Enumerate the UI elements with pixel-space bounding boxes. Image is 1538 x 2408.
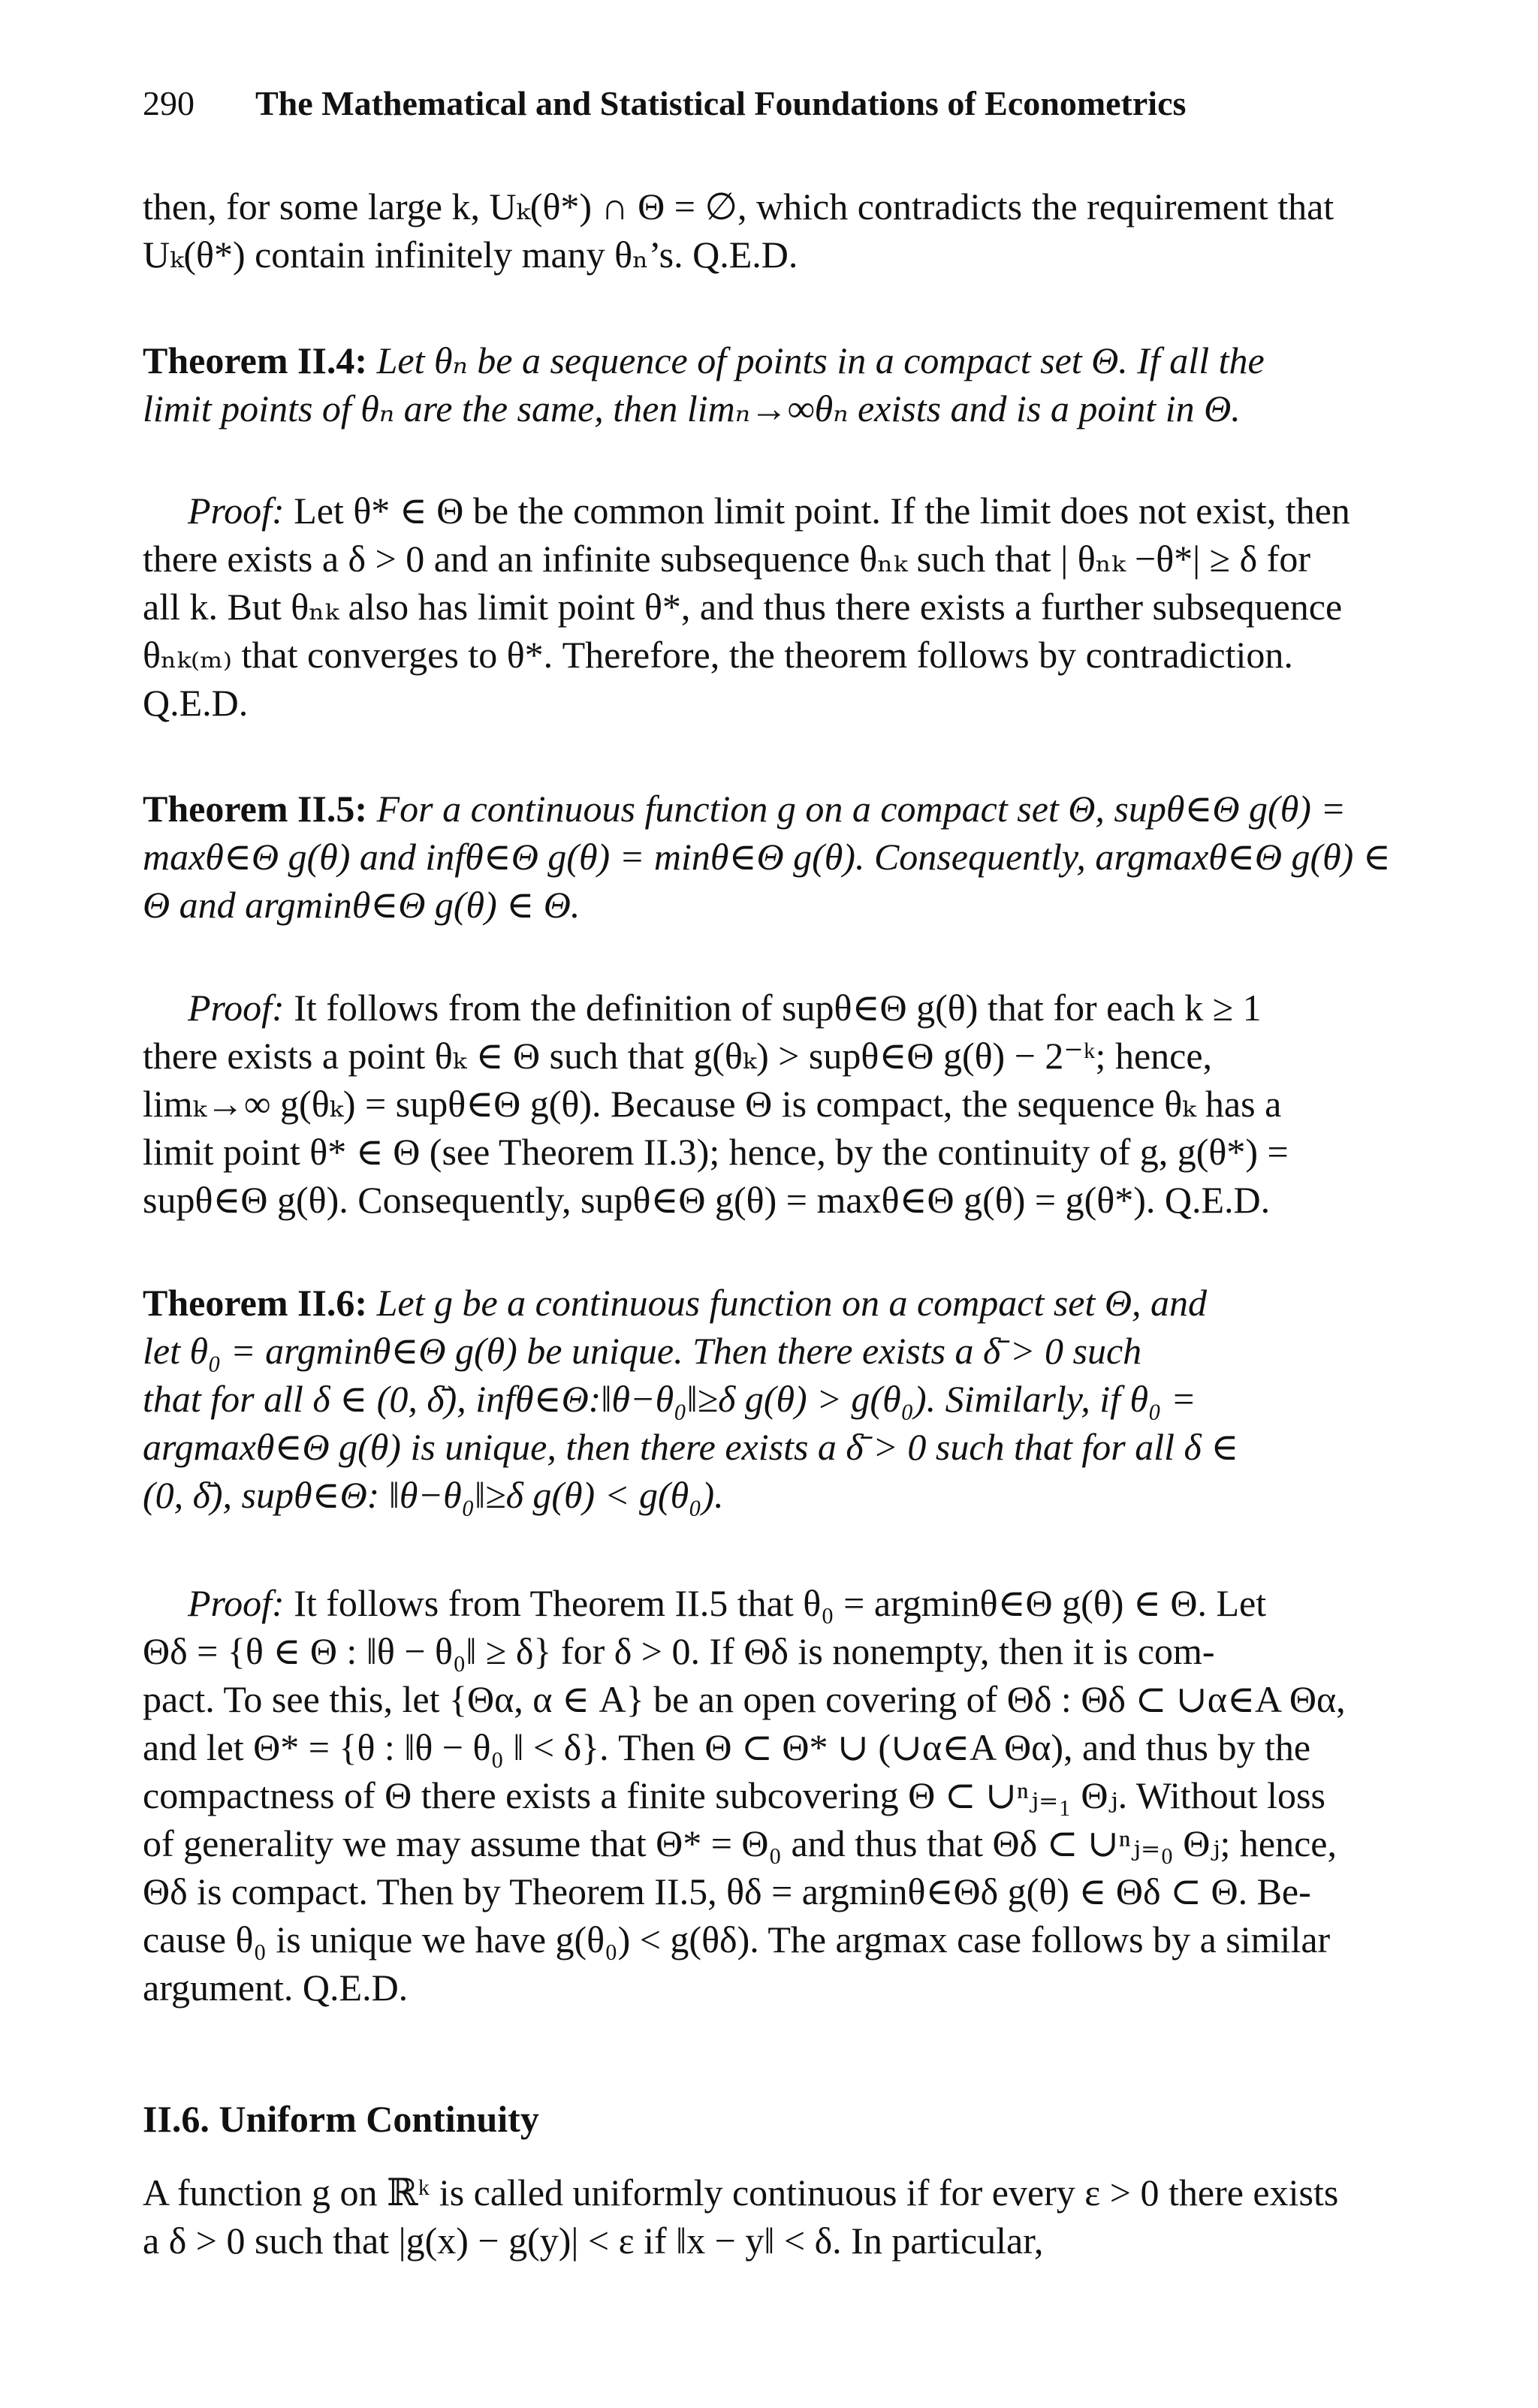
- page-number: 290: [143, 84, 195, 122]
- theorem-text: (0, δ̄), supθ∈Θ: ‖θ−θ₀‖≥δ g(θ) < g(θ₀).: [143, 1474, 724, 1516]
- proof-text: Θδ = {θ ∈ Θ : ‖θ − θ₀‖ ≥ δ} for δ > 0. If Θδ is nonempty, then it is com-: [143, 1630, 1215, 1672]
- proof-text: pact. To see this, let {Θα, α ∈ A} be an open covering of Θδ : Θδ ⊂ ∪α∈A Θα,: [143, 1678, 1346, 1720]
- theorem-label: Theorem II.4:: [143, 339, 368, 381]
- proof-text: Θδ is compact. Then by Theorem II.5, θδ = argminθ∈Θδ g(θ) ∈ Θδ ⊂ Θ. Be-: [143, 1870, 1311, 1912]
- theorem-text: Let θₙ be a sequence of points in a compact set Θ. If all the: [376, 339, 1265, 381]
- running-title: The Mathematical and Statistical Foundations of Econometrics: [255, 84, 1187, 122]
- theorem-text: Θ and argminθ∈Θ g(θ) ∈ Θ.: [143, 884, 581, 926]
- theorem-text: limit points of θₙ are the same, then limₙ→∞θₙ exists and is a point in Θ.: [143, 387, 1241, 429]
- proof-text: θₙₖ₍ₘ₎ that converges to θ*. Therefore, the theorem follows by contradiction.: [143, 634, 1293, 676]
- section-paragraph: [143, 2168, 1397, 2265]
- text-line: a δ > 0 such that |g(x) − g(y)| < ε if ‖x − y‖ < δ. In particular,: [143, 2220, 1044, 2262]
- proof-text: It follows from Theorem II.5 that θ₀ = argminθ∈Θ g(θ) ∈ Θ. Let: [294, 1582, 1267, 1624]
- theorem-text: argmaxθ∈Θ g(θ) is unique, then there exists a δ̄ > 0 such that for all δ ∈: [143, 1426, 1239, 1468]
- proof-text: supθ∈Θ g(θ). Consequently, supθ∈Θ g(θ) = maxθ∈Θ g(θ) = g(θ*). Q.E.D.: [143, 1179, 1271, 1221]
- proof-text: of generality we may assume that Θ* = Θ₀ and thus that Θδ ⊂ ∪ⁿⱼ₌₀ Θⱼ; hence,: [143, 1822, 1337, 1864]
- proof-text: Let θ* ∈ Θ be the common limit point. If the limit does not exist, then: [294, 490, 1350, 532]
- continuation-paragraph: [143, 182, 1397, 279]
- text-line: then, for some large k, Uₖ(θ*) ∩ Θ = ∅, which contradicts the requirement that: [143, 185, 1334, 228]
- proof-text: limit point θ* ∈ Θ (see Theorem II.3); hence, by the continuity of g, g(θ*) =: [143, 1131, 1289, 1173]
- proof-label: Proof:: [188, 1582, 285, 1624]
- proof-label: Proof:: [188, 987, 285, 1029]
- theorem-ii6: [143, 1279, 1397, 1519]
- theorem-ii4: [143, 336, 1397, 432]
- proof-text: and let Θ* = {θ : ‖θ − θ₀ ‖ < δ}. Then Θ ⊂ Θ* ∪ (∪α∈A Θα), and thus by the: [143, 1726, 1311, 1768]
- text-line: Uₖ(θ*) contain infinitely many θₙ’s. Q.E.D.: [143, 234, 798, 276]
- proof-text: Q.E.D.: [143, 682, 249, 724]
- theorem-text: maxθ∈Θ g(θ) and infθ∈Θ g(θ) = minθ∈Θ g(θ). Consequently, argmaxθ∈Θ g(θ) ∈: [143, 836, 1391, 878]
- proof-text: cause θ₀ is unique we have g(θ₀) < g(θδ). The argmax case follows by a similar: [143, 1918, 1331, 1960]
- proof-text: argument. Q.E.D.: [143, 1966, 409, 2009]
- theorem-text: Let g be a continuous function on a compact set Θ, and: [376, 1282, 1207, 1324]
- proof-text: all k. But θₙₖ also has limit point θ*, and thus there exists a further subsequence: [143, 586, 1343, 628]
- proof-ii5: [143, 984, 1397, 1224]
- running-header: [143, 83, 1397, 125]
- theorem-ii5: [143, 785, 1397, 929]
- proof-text: compactness of Θ there exists a finite subcovering Θ ⊂ ∪ⁿⱼ₌₁ Θⱼ. Without loss: [143, 1774, 1325, 1816]
- proof-ii6: [143, 1579, 1397, 2012]
- section-heading: II.6. Uniform Continuity: [143, 2098, 539, 2140]
- theorem-text: For a continuous function g on a compact set Θ, supθ∈Θ g(θ) =: [376, 788, 1347, 830]
- theorem-label: Theorem II.5:: [143, 788, 368, 830]
- theorem-text: let θ₀ = argminθ∈Θ g(θ) be unique. Then there exists a δ̄ > 0 such: [143, 1330, 1142, 1372]
- proof-ii4: [143, 487, 1397, 727]
- proof-text: there exists a point θₖ ∈ Θ such that g(θₖ) > supθ∈Θ g(θ) − 2⁻ᵏ; hence,: [143, 1035, 1213, 1077]
- theorem-label: Theorem II.6:: [143, 1282, 368, 1324]
- proof-text: there exists a δ > 0 and an infinite subsequence θₙₖ such that | θₙₖ −θ*| ≥ δ for: [143, 538, 1310, 580]
- proof-text: limₖ→∞ g(θₖ) = supθ∈Θ g(θ). Because Θ is compact, the sequence θₖ has a: [143, 1083, 1282, 1125]
- theorem-text: that for all δ ∈ (0, δ̄), infθ∈Θ:‖θ−θ₀‖≥δ g(θ) > g(θ₀). Similarly, if θ₀ =: [143, 1378, 1196, 1420]
- text-line: A function g on ℝᵏ is called uniformly continuous if for every ε > 0 there exists: [143, 2171, 1339, 2214]
- proof-text: It follows from the definition of supθ∈Θ g(θ) that for each k ≥ 1: [294, 987, 1262, 1029]
- proof-label: Proof:: [188, 490, 285, 532]
